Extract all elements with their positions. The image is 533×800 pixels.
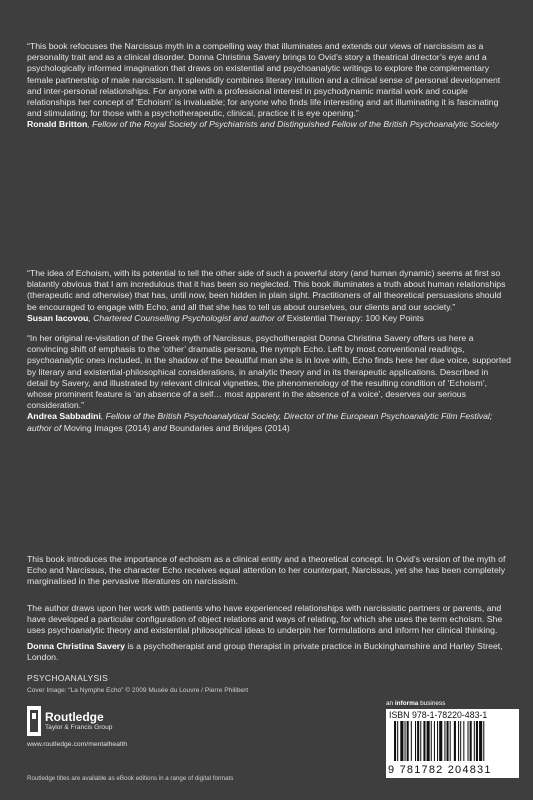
routledge-logo-icon xyxy=(27,706,41,736)
isbn-barcode xyxy=(386,709,519,778)
book-description-1: This book introduces the importance of echoism as a clinical entity and a theoretical concept. In Ovid’s version of the myth of Echo and Narcissus, the character Echo receives equal attention to her counterpart, Narcissus, yet she has been completely marginalised in the pervasive literatures on narcissism. xyxy=(27,554,506,587)
quote-author-name: Andrea Sabbadini xyxy=(27,411,101,422)
publisher-group: Taylor & Francis Group xyxy=(45,723,113,731)
subject-category: PSYCHOANALYSIS xyxy=(27,673,109,683)
quote-attribution xyxy=(27,313,511,324)
barcode-bars xyxy=(394,721,514,769)
quote-author-book: Boundaries and Bridges (2014) xyxy=(169,422,290,433)
author-name: Donna Christina Savery xyxy=(27,641,126,651)
cover-credit: Cover Image: “La Nymphe Echo” © 2009 Musée du Louvre / Pierre Philibert xyxy=(27,687,249,694)
informa-brand: informa xyxy=(394,700,419,707)
praise-quote-sabbadini xyxy=(27,333,511,434)
praise-quote-britton xyxy=(27,41,511,131)
quote-author-affiliation: , Fellow of the British Psychoanalytical Society, Director of the European Psychoanalytic Film Festival; author of xyxy=(27,411,493,433)
isbn-label: ISBN 978-1-78220-483-1 xyxy=(389,710,488,720)
quote-author-book: Moving Images (2014) xyxy=(63,422,153,433)
author-bio xyxy=(27,641,511,663)
publisher-url[interactable]: www.routledge.com/mentalhealth xyxy=(27,741,128,748)
quote-author-affiliation: , Fellow of the Royal Society of Psychiatrists and Distinguished Fellow of the British Psychoanalytic Society xyxy=(87,119,499,130)
quote-author-affiliation: , Chartered Counselling Psychologist and author of xyxy=(88,312,287,323)
book-description-2: The author draws upon her work with patients who have experienced relationships with narcissistic partners or parents, and have developed a particular configuration of object relations and ways of relating, for which she uses the term echoism. She uses psychoanalytic theory and existential philosophical ideas to underpin her formulations and inform her clinical thinking. xyxy=(27,603,503,636)
quote-text: “This book refocuses the Narcissus myth in a compelling way that illuminates and extends our views of narcissism as a personality trait and as a clinical disorder. Donna Christina Savery brings to Ovid’s story a theatrical director’s eye and a psychologically informed imagination that draws on existential and psychoanalytic writings to explore the complementary female partnership of male narcissism. It splendidly combines literary intuition and a clinical sense of personal development and inter-personal relationships. For anyone with a professional interest in psychodynamic marital work and couple relationships her concept of ‘Echoism’ is invaluable; for anyone who finds life interesting and art illuminating it is fascinating and stimulating; for those with a psychotherapeutic, clinical, practice it is eye opening.” xyxy=(27,41,501,119)
quote-text: “In her original re-visitation of the Greek myth of Narcissus, psychotherapist Donna Christina Savery offers us here a convincing shift of emphasis to the ‘other’ dramatis persona, the nymph Echo. Left by most conventional readings, psychoanalytic ones included, in the shadow of the beautiful man she is in love with, Echo finds here her due voice, supported by literary and existential-philosophical considerations, in analytic theory and in its therapeutic applications. Described in detail by Savery, and illustrated by relevant clinical vignettes, the phenomenology of the resulting condition of ‘Echoism’, whose prominent feature is ‘an absence of a self… most apparent in the absence of a voice’, deserves our serious consideration.” xyxy=(27,333,511,411)
informa-business-tag xyxy=(386,700,445,707)
quote-attribution xyxy=(27,119,511,130)
quote-author-conjunction: and xyxy=(152,422,170,433)
author-bio-text: is a psychotherapist and group therapist in private practice in Buckinghamshire and Harley Street, London. xyxy=(27,641,503,663)
publisher-logo xyxy=(27,706,112,736)
quote-author-name: Susan Iacovou xyxy=(27,312,89,323)
publisher-name: Routledge xyxy=(45,709,104,724)
praise-quote-iacovou xyxy=(27,268,511,324)
informa-prefix: an xyxy=(386,700,395,707)
ebook-note: Routledge titles are available as eBook editions in a range of digital formats xyxy=(27,775,234,782)
informa-suffix: business xyxy=(418,700,446,707)
quote-text: “The idea of Echoism, with its potential to tell the other side of such a powerful story (and human dynamic) seems at first so blatantly obvious that I am incredulous that it has been so neglected. This book illuminates a truth about human relationships (therapeutic and otherwise) that has, until now, been hidden in plain sight. Practitioners of all theoretical persuasions should be encouraged to engage with Echo, and all that she has to tell us about ourselves, our clients and our society.” xyxy=(27,268,506,312)
isbn-digits: 9 781782 204831 xyxy=(388,764,492,776)
quote-attribution xyxy=(27,411,511,433)
quote-author-name: Ronald Britton xyxy=(27,119,88,130)
quote-author-book: Existential Therapy: 100 Key Points xyxy=(286,312,424,323)
